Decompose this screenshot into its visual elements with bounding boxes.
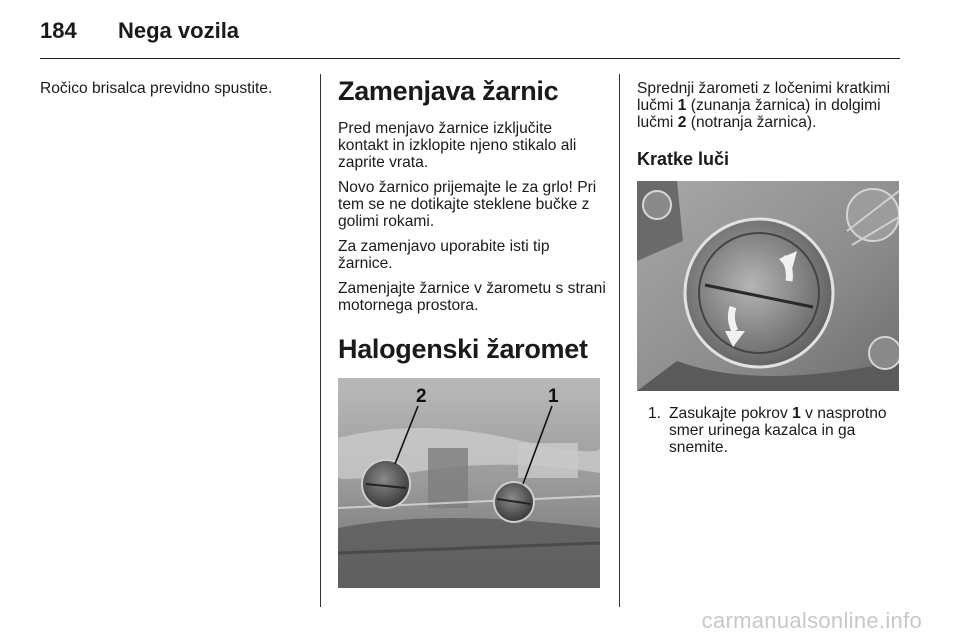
callout-2-label: 2 xyxy=(416,386,427,407)
callout-1-label: 1 xyxy=(548,386,559,407)
page-number: 184 xyxy=(40,18,77,43)
column-left xyxy=(40,80,310,105)
section-heading: Zamenjava žarnic xyxy=(338,76,559,106)
paragraph-1: Pred menjavo žarnice izključite kontakt in izklopite njeno stikalo ali zaprite vrata. xyxy=(338,120,577,171)
low-beam-heading: Kratke luči xyxy=(637,149,730,169)
subsection-heading: Halogenski žaromet xyxy=(338,334,588,364)
column-right xyxy=(637,80,905,456)
wiper-note: Ročico brisalca previdno spustite. xyxy=(40,80,273,97)
column-divider-left xyxy=(320,74,321,607)
watermark: carmanualsonline.info xyxy=(701,608,922,633)
paragraph-3: Za zamenjavo uporabite isti tip žarnice. xyxy=(338,238,550,272)
chapter-title: Nega vozila xyxy=(118,18,240,43)
step-text: Zasukajte pokrov 1 v nasprotno smer urinega kazalca in ga snemite. xyxy=(669,405,887,456)
column-middle xyxy=(338,76,606,588)
low-beam-cover-figure xyxy=(637,181,899,391)
halogen-headlamp-figure xyxy=(338,378,600,588)
step-1 xyxy=(637,405,905,456)
halogen-headlamp-illustration xyxy=(338,378,600,588)
column-divider-right xyxy=(619,74,620,607)
low-beam-cover-illustration xyxy=(637,181,899,391)
paragraph-4: Zamenjajte žarnice v žarometu s strani motornega prostora. xyxy=(338,280,606,314)
step-number: 1. xyxy=(647,405,661,422)
headlamp-intro: Sprednji žarometi z ločenimi kratkimi lučmi 1 (zunanja žarnica) in dolgimi lučmi 2 (notranja žarnica). xyxy=(637,80,891,131)
header-rule xyxy=(40,58,900,59)
paragraph-2: Novo žarnico prijemajte le za grlo! Pri tem se ne dotikajte steklene bučke z golimi rokami. xyxy=(338,179,597,230)
